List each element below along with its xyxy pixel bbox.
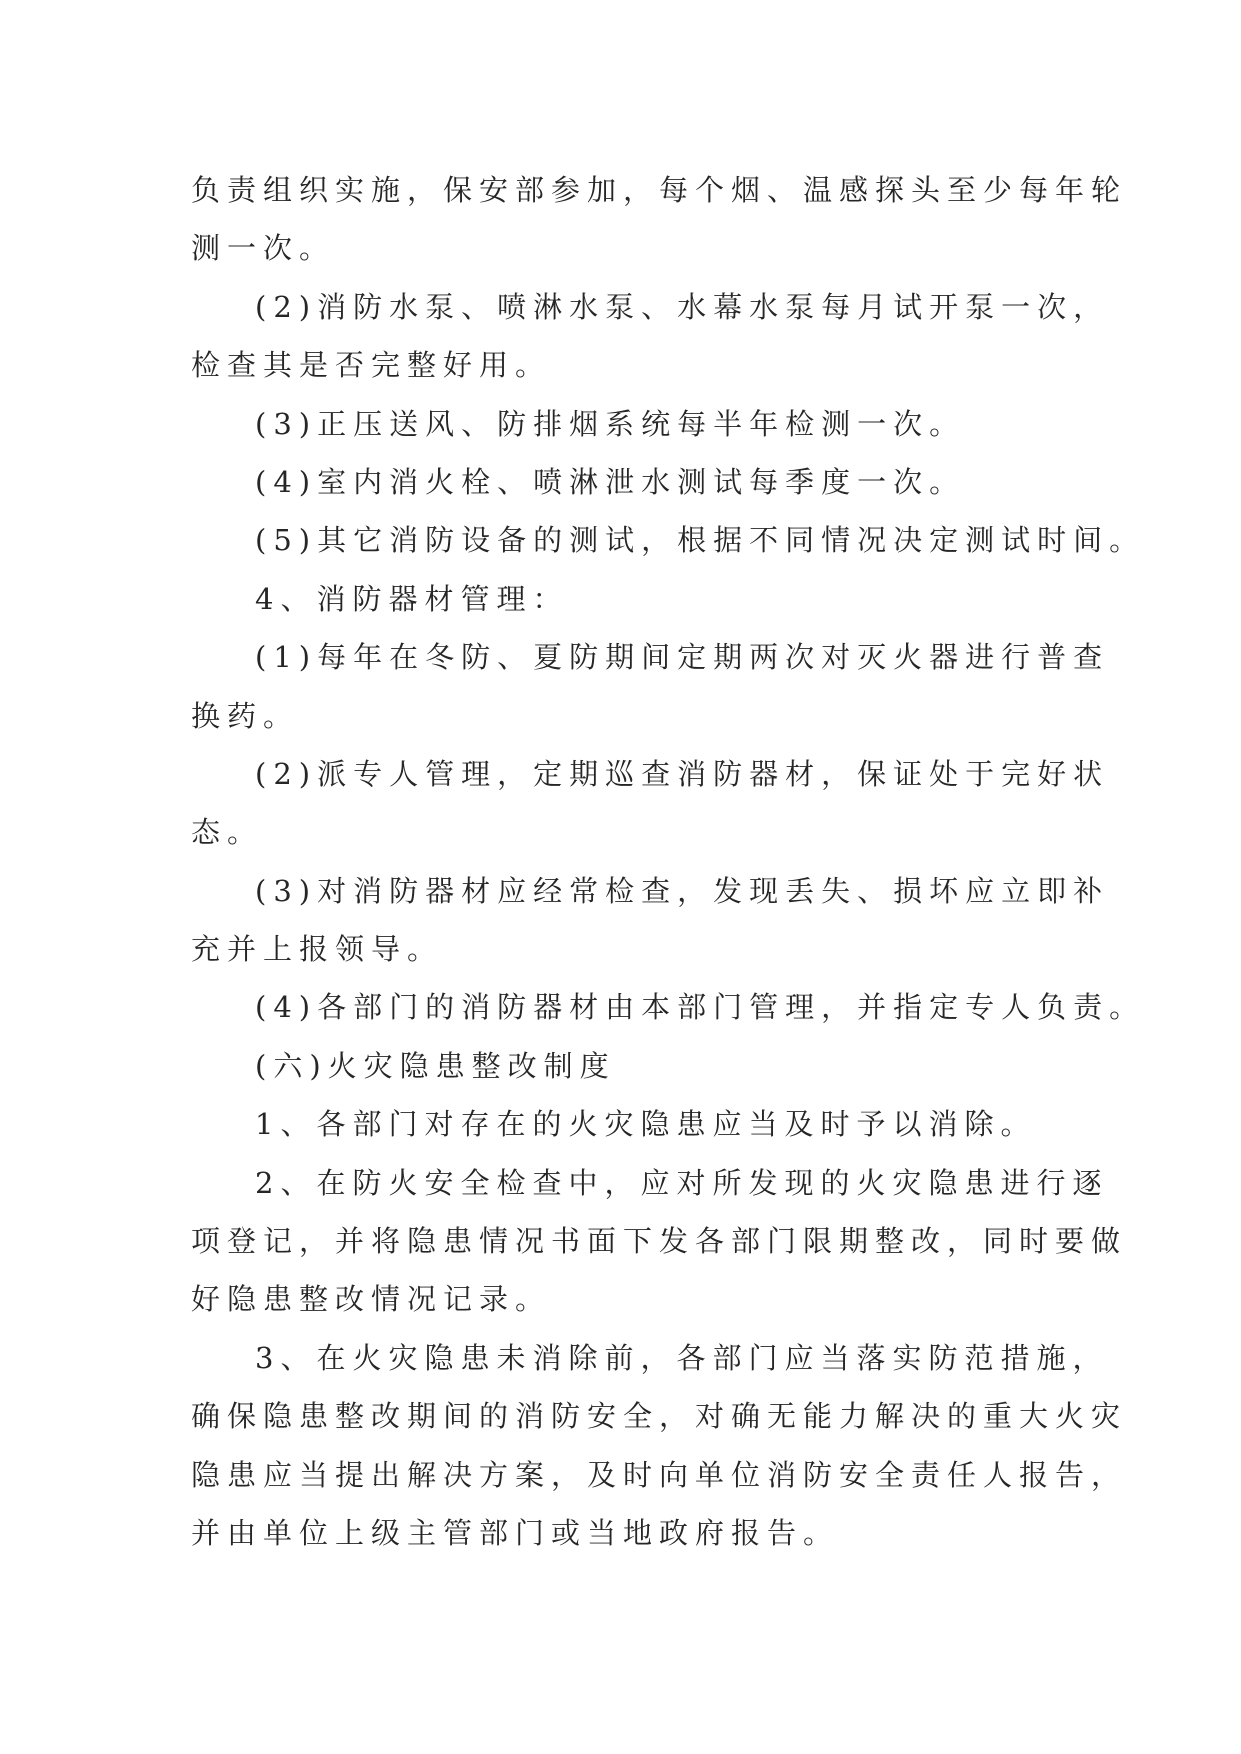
text-line: 2、在防火安全检查中，应对所发现的火灾隐患进行逐	[255, 1165, 1109, 1200]
text-line: 1、各部门对存在的火灾隐患应当及时予以消除。	[255, 1107, 1037, 1142]
text-line: (4)各部门的消防器材由本部门管理，并指定专人负责。	[255, 990, 1146, 1025]
text-line: (1)每年在冬防、夏防期间定期两次对灭火器进行普查	[255, 640, 1110, 675]
text-line: 充并上报领导。	[191, 932, 444, 967]
document-body	[191, 161, 1146, 1562]
text-line: 好隐患整改情况记录。	[191, 1282, 552, 1317]
text-line: 隐患应当提出解决方案，及时向单位消防安全责任人报告，	[191, 1457, 1128, 1492]
text-line: 换药。	[191, 698, 300, 733]
text-line: 检查其是否完整好用。	[191, 348, 552, 383]
text-line: 态。	[191, 815, 264, 850]
text-line: 测一次。	[191, 231, 336, 266]
text-line: (3)正压送风、防排烟系统每半年检测一次。	[255, 406, 966, 441]
section-heading: 4、消防器材管理：	[255, 581, 569, 616]
text-line: (4)室内消火栓、喷淋泄水测试每季度一次。	[255, 464, 966, 499]
text-line: (2)消防水泵、喷淋水泵、水幕水泵每月试开泵一次，	[255, 289, 1110, 324]
text-line: (2)派专人管理，定期巡查消防器材，保证处于完好状	[255, 756, 1110, 791]
text-line: 并由单位上级主管部门或当地政府报告。	[191, 1515, 840, 1550]
text-line: 确保隐患整改期间的消防安全，对确无能力解决的重大火灾	[191, 1399, 1128, 1434]
text-line: 负责组织实施，保安部参加，每个烟、温感探头至少每年轮	[191, 173, 1128, 207]
text-line: 3、在火灾隐患未消除前，各部门应当落实防范措施，	[255, 1340, 1109, 1375]
text-line: 项登记，并将隐患情况书面下发各部门限期整改，同时要做	[191, 1224, 1128, 1259]
section-heading: (六)火灾隐患整改制度	[255, 1048, 616, 1083]
text-line: (3)对消防器材应经常检查，发现丢失、损坏应立即补	[255, 873, 1110, 908]
text-line: (5)其它消防设备的测试，根据不同情况决定测试时间。	[255, 523, 1146, 558]
